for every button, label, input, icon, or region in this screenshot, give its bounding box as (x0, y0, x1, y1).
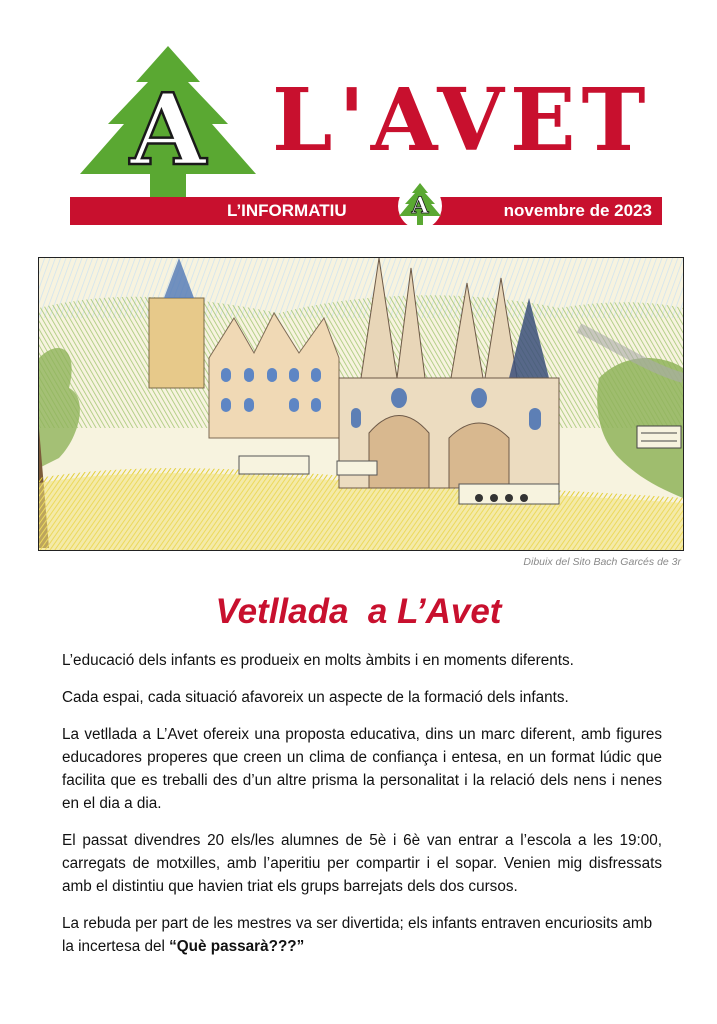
last-paragraph-text: La rebuda per part de les mestres va ser divertida; els infants entraven encuriosits amb la incertesa del (62, 915, 653, 955)
article-paragraph: La vetllada a L’Avet ofereix una proposta educativa, dins un marc diferent, amb figures educadores properes que creen un clima de confiança i entesa, en un format lúdic que facilita que es treballi des d’un altre prisma la personalitat i la relació dels nens i nenes en el dia a dia. (62, 726, 662, 812)
banner-date: novembre de 2023 (503, 201, 652, 220)
svg-text:A: A (411, 193, 429, 219)
article-body (62, 649, 662, 972)
article-paragraph-last (62, 912, 662, 958)
drawing-illustration (39, 258, 683, 550)
masthead (0, 0, 717, 240)
article-paragraph: L’educació dels infants es produeix en molts àmbits i en moments diferents. (62, 652, 574, 669)
article-title: Vetllada a L’Avet (215, 592, 502, 631)
small-tree-logo-icon (397, 180, 443, 230)
svg-text:A: A (129, 73, 207, 188)
article-paragraph: El passat divendres 20 els/les alumnes de 5è i 6è van entrar a l’escola a les 19:00, carregats de motxilles, amb l’aperitiu per compartir i el sopar. Venien mig disfressats amb el distintiu que havien triat els grups barrejats dels dos cursos. (62, 832, 662, 895)
drawing-caption: Dibuix del Sito Bach Garcés de 3r (523, 556, 681, 568)
banner-newsletter-label: L’INFORMATIU (227, 201, 347, 220)
article-paragraph: Cada espai, cada situació afavoreix un aspecte de la formació dels infants. (62, 689, 569, 706)
brand-title: L'AVET (272, 70, 652, 171)
childrens-drawing (38, 257, 684, 551)
last-paragraph-emphasis: “Què passarà???” (169, 938, 305, 955)
info-banner (70, 197, 662, 225)
